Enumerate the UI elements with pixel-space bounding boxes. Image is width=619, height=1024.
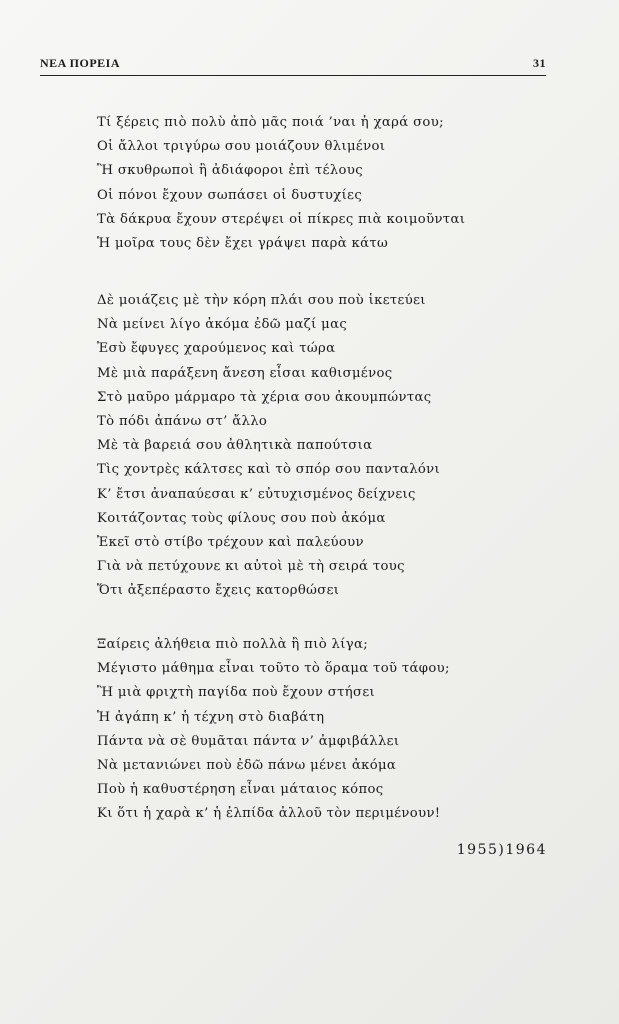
poem-line: Ποὺ ἡ καθυστέρηση εἶναι μάταιος κόπος — [97, 782, 384, 798]
poem-line: Τὶς χοντρὲς κάλτσες καὶ τὸ σπόρ σου πανταλόνι — [97, 462, 441, 478]
poem-line: Ἡ ἀγάπη κ’ ἡ τέχνη στὸ διαβάτη — [97, 709, 325, 725]
poem-line: Μέγιστο μάθημα εἶναι τοῦτο τὸ ὅραμα τοῦ τάφου; — [97, 661, 450, 677]
poem-line: Κοιτάζοντας τοὺς φίλους σου ποὺ ἀκόμα — [97, 510, 386, 526]
poem-line: Ὅτι ἀξεπέραστο ἔχεις κατορθώσει — [97, 583, 340, 599]
stanza-3 — [97, 633, 537, 827]
poem-line: Ἢ μιὰ φριχτὴ παγίδα ποὺ ἔχουν στήσει — [97, 685, 376, 701]
poem-line: Πάντα νὰ σὲ θυμᾶται πάντα ν’ ἀμφιβάλλει — [97, 733, 400, 749]
poem-line: Μὲ μιὰ παράξενη ἄνεση εἶσαι καθισμένος — [97, 365, 393, 381]
poem-line: Στὸ μαῦρο μάρμαρο τὰ χέρια σου ἀκουμπώντας — [97, 389, 432, 405]
poem-line: Κ’ ἔτσι ἀναπαύεσαι κ’ εὐτυχισμένος δείχνεις — [97, 486, 416, 502]
poem-line: Ἡ μοῖρα τους δὲν ἔχει γράψει παρὰ κάτω — [97, 235, 389, 251]
poem-line: Τί ξέρεις πιὸ πολὺ ἀπὸ μᾶς ποιά ’ναι ἡ χαρά σου; — [97, 115, 444, 130]
poem-line: Δὲ μοιάζεις μὲ τὴν κόρη πλάι σου ποὺ ἱκετεύει — [97, 293, 426, 308]
poem-line: Οἱ πόνοι ἔχουν σωπάσει οἱ δυστυχίες — [97, 187, 363, 203]
poem-line: Νὰ μείνει λίγο ἀκόμα ἐδῶ μαζί μας — [97, 317, 348, 333]
page-number: 31 — [533, 56, 546, 70]
running-header — [40, 56, 546, 74]
poem-line: Νὰ μετανιώνει ποὺ ἐδῶ πάνω μένει ἀκόμα — [97, 757, 397, 773]
poem-line: Ἐκεῖ στὸ στίβο τρέχουν καὶ παλεύουν — [97, 534, 364, 550]
stanza-2 — [97, 289, 537, 603]
poem-line: Γιὰ νὰ πετύχουνε κι αὐτοὶ μὲ τὴ σειρά τους — [97, 559, 405, 575]
poem-dateline: 1955)1964 — [456, 842, 547, 858]
poem-line: Τὸ πόδι ἀπάνω στ’ ἄλλο — [97, 413, 268, 429]
poem-line: Μὲ τὰ βαρειά σου ἀθλητικὰ παπούτσια — [97, 438, 373, 454]
stanza-1 — [97, 111, 537, 256]
poem-line: Ἢ σκυθρωποὶ ἢ ἀδιάφοροι ἐπὶ τέλους — [97, 163, 363, 179]
poem-line: Τὰ δάκρυα ἔχουν στερέψει οἱ πίκρες πιὰ κοιμοῦνται — [97, 211, 466, 227]
header-rule — [40, 75, 546, 76]
journal-title: ΝΕΑ ΠΟΡΕΙΑ — [40, 56, 121, 70]
poem-line: Κι ὅτι ἡ χαρὰ κ’ ἡ ἐλπίδα ἀλλοῦ τὸν περιμένουν! — [97, 806, 441, 822]
poem-line: Ξαίρεις ἀλήθεια πιὸ πολλὰ ἢ πιὸ λίγα; — [97, 637, 369, 652]
poem-line: Ἐσὺ ἔφυγες χαρούμενος καὶ τώρα — [97, 341, 336, 357]
poem-line: Οἱ ἄλλοι τριγύρω σου μοιάζουν θλιμένοι — [97, 139, 386, 155]
